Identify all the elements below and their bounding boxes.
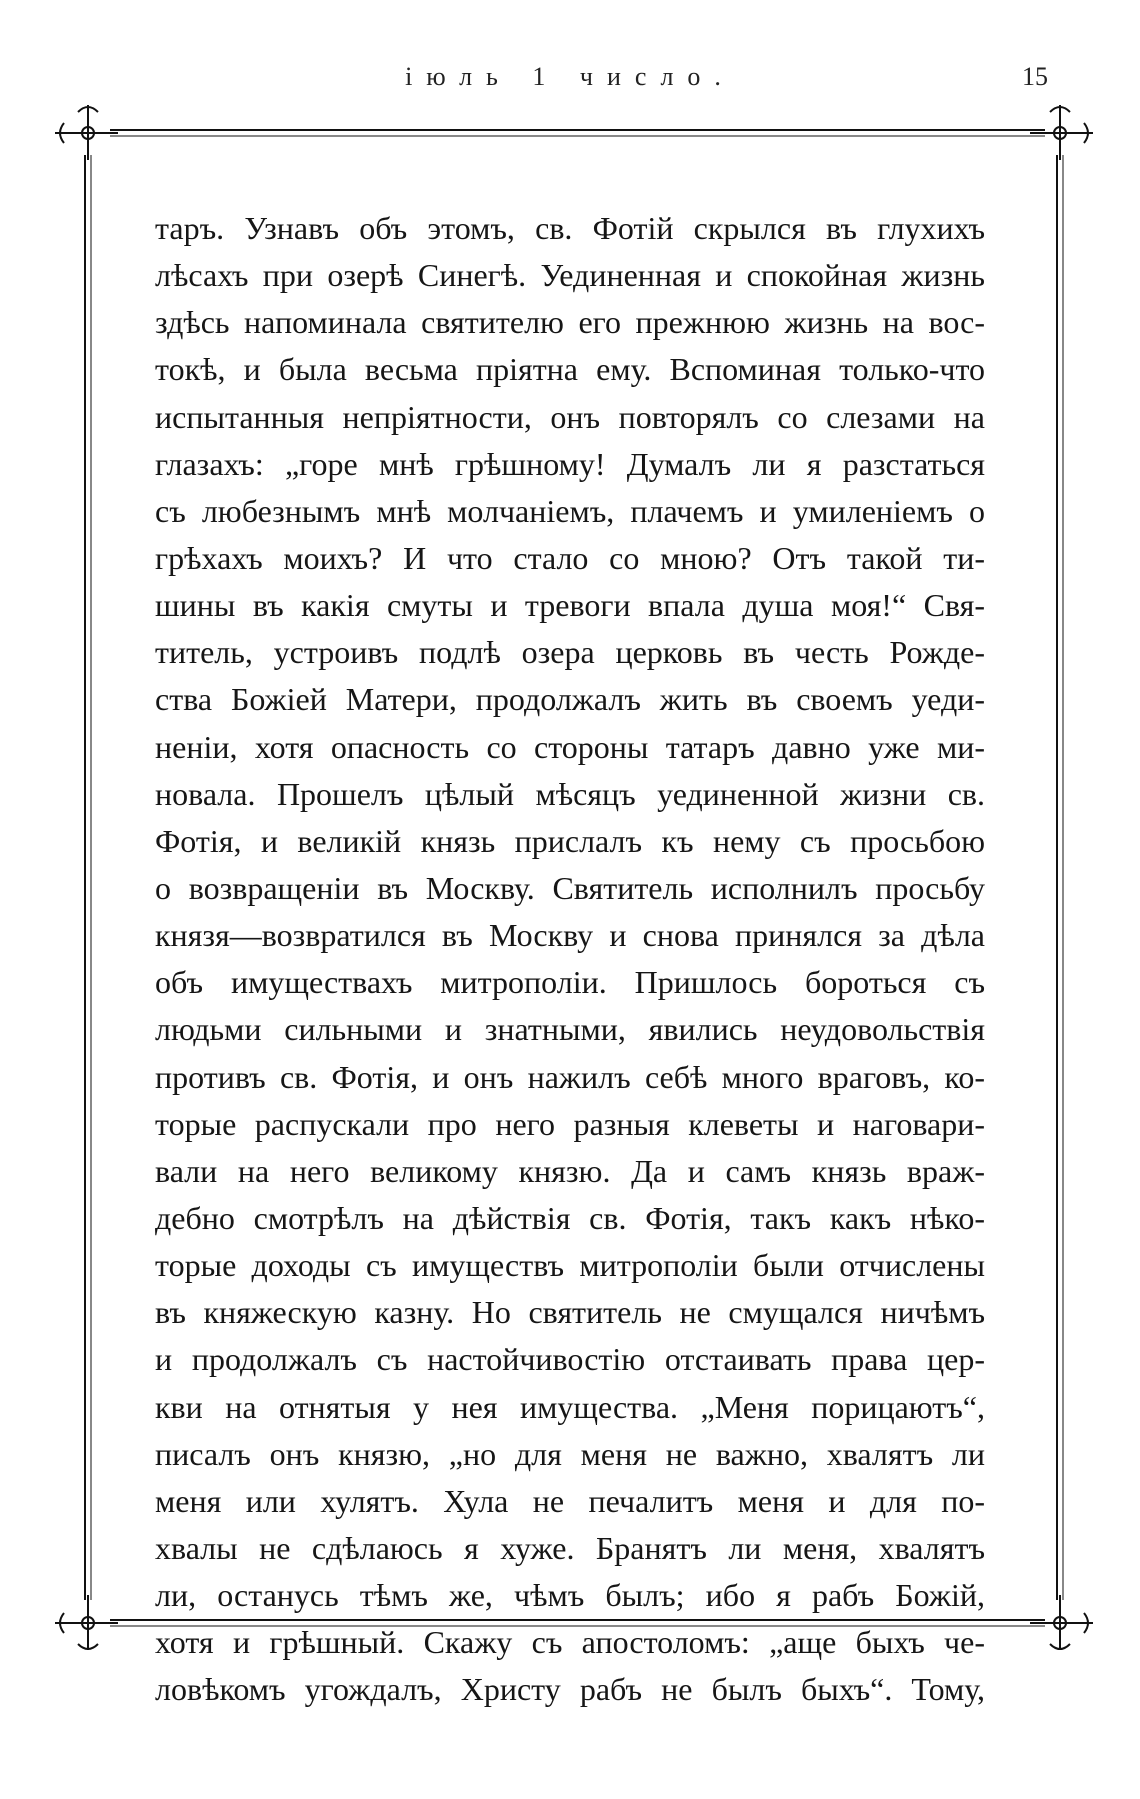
corner-ornament-bottom-right (1030, 1595, 1093, 1650)
text-line: о возвращеніи въ Москву. Святитель исполнилъ просьбу (155, 869, 985, 906)
text-line: торые доходы съ имуществъ митрополіи были отчислены (155, 1247, 985, 1284)
text-line: ли, останусь тѣмъ же, чѣмъ былъ; ибо я рабъ Божій, (155, 1577, 985, 1614)
text-line: грѣхахъ моихъ? И что стало со мною? Отъ такой ти- (155, 539, 985, 576)
text-line: таръ. Узнавъ объ этомъ, св. Фотій скрылся въ глухихъ (155, 210, 985, 246)
text-line: съ любезнымъ мнѣ молчаніемъ, плачемъ и умиленіемъ о (155, 492, 985, 529)
page-number: 15 (1022, 62, 1048, 91)
corner-ornament-top-left (55, 105, 118, 160)
text-line: противъ св. Фотія, и онъ нажилъ себѣ много враговъ, ко- (155, 1058, 985, 1095)
text-line: кви на отнятыя у нея имущества. „Меня порицаютъ“, (155, 1388, 985, 1425)
text-line: ловѣкомъ угождалъ, Христу рабъ не былъ быхъ“. Тому, (155, 1671, 985, 1708)
text-line: хотя и грѣшный. Скажу съ апостоломъ: „аще быхъ че- (155, 1624, 985, 1661)
text-line: новала. Прошелъ цѣлый мѣсяцъ уединенной жизни св. (155, 775, 985, 812)
text-line: князя—возвратился въ Москву и снова принялся за дѣла (155, 917, 985, 954)
text-line: токѣ, и была весьма пріятна ему. Вспоминая только-что (155, 351, 985, 388)
text-line: вали на него великому князю. Да и самъ князь враж- (155, 1152, 985, 1189)
text-line: ства Божіей Матери, продолжалъ жить въ своемъ уеди- (155, 681, 985, 718)
corner-ornament-top-right (1030, 105, 1093, 160)
text-line: дебно смотрѣлъ на дѣйствія св. Фотія, такъ какъ нѣко- (155, 1199, 985, 1236)
running-title: іюль 1 число. (405, 62, 735, 91)
text-line: торые распускали про него разныя клеветы и наговари- (155, 1105, 985, 1142)
text-line: глазахъ: „горе мнѣ грѣшному! Думалъ ли я разстаться (155, 445, 985, 482)
text-line: здѣсь напоминала святителю его прежнюю жизнь на вос- (155, 304, 985, 341)
text-line: неніи, хотя опасность со стороны татаръ давно уже ми- (155, 728, 985, 765)
text-line: титель, устроивъ подлѣ озера церковь въ честь Рожде- (155, 634, 985, 671)
text-line: писалъ онъ князю, „но для меня не важно, хвалятъ ли (155, 1435, 985, 1472)
corner-ornament-bottom-left (55, 1595, 118, 1650)
text-line: Фотія, и великій князь прислалъ къ нему съ просьбою (155, 822, 985, 859)
body-text (155, 205, 985, 1714)
text-line: людьми сильными и знатными, явились неудовольствія (155, 1011, 985, 1048)
text-line: меня или хулятъ. Хула не печалитъ меня и для по- (155, 1482, 985, 1519)
text-line: шины въ какія смуты и тревоги впала душа моя!“ Свя- (155, 587, 985, 624)
text-line: и продолжалъ съ настойчивостію отстаивать права цер- (155, 1341, 985, 1378)
text-line: лѣсахъ при озерѣ Синегѣ. Уединенная и спокойная жизнь (155, 257, 985, 294)
text-line: испытанныя непріятности, онъ повторялъ со слезами на (155, 398, 985, 435)
text-line: объ имуществахъ митрополіи. Пришлось бороться съ (155, 964, 985, 1001)
text-line: хвалы не сдѣлаюсь я хуже. Бранятъ ли меня, хвалятъ (155, 1529, 985, 1566)
text-line: въ княжескую казну. Но святитель не смущался ничѣмъ (155, 1294, 985, 1331)
